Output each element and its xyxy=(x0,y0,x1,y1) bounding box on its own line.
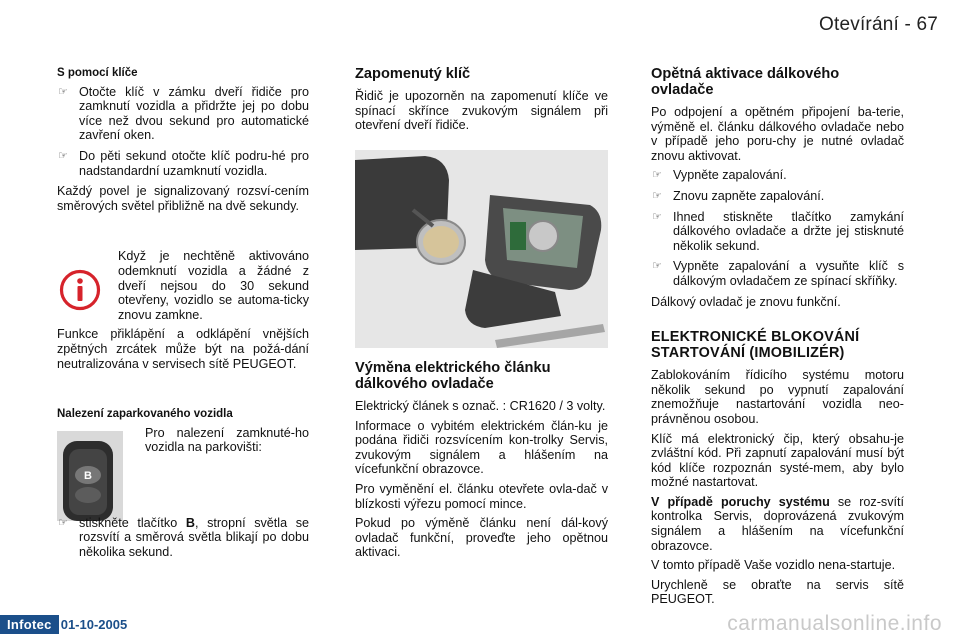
list-item: ☞ stiskněte tlačítko B, stropní světla se rozsvítí a směrová světla blikají po dobu několika sekund. xyxy=(58,515,310,560)
column-middle-battery xyxy=(355,360,608,565)
pointing-hand-icon: ☞ xyxy=(652,260,662,273)
key-bullets xyxy=(57,85,309,179)
list-item: ☞ Otočte klíč v zámku dveří řidiče pro zamknutí vozidla a přidržte jej po dobu více než dvou sekund pro automatické zavření oken. xyxy=(58,84,309,143)
info-note xyxy=(57,249,309,322)
immobilizer-fault-text: V případě poruchy systému se roz-svítí kontrolka Servis, doprovázená zvukovým signálem a hlášením na vícefunkční obrazovce. xyxy=(651,494,905,553)
column-right xyxy=(651,66,904,612)
list-item: ☞ Vypněte zapalování a vysuňte klíč s dálkovým ovladačem ze spínací skříňky. xyxy=(652,259,904,288)
forgotten-key-text: Řidič je upozorněn na zapomenutí klíče ve spínací skřínce zvukovým signálem při otevření dveří řidiče. xyxy=(355,89,608,133)
info-icon xyxy=(59,269,101,311)
footer xyxy=(0,615,127,634)
battery-title: Výměna elektrického článku dálkového ovladače xyxy=(355,360,551,392)
section-key-title: S pomocí klíče xyxy=(57,67,138,79)
reactivation-intro: Po odpojení a opětném připojení ba-terie, výměně el. článku dálkového ovladače nebo v případě jeho poru-chy je nutné ovladač znovu aktivovat. xyxy=(651,105,904,163)
immobilizer-title: ELEKTRONICKÉ BLOKOVÁNÍ STARTOVÁNÍ (IMOBILIZÉR) xyxy=(651,329,860,362)
battery-text: Informace o vybitém elektrickém člán-ku je podána řidiči rozsvícením kon-trolky Servis, zvukovým signálem a hlášením na vícefunkční obrazovce. xyxy=(355,418,608,477)
pointing-hand-icon: ☞ xyxy=(652,169,662,182)
immobilizer-text: Zablokováním řídicího systému motoru několik sekund po vypnutí zapalování znemožňuje nastartování vozidla neo-právněnou osobou. xyxy=(651,368,904,426)
locate-section xyxy=(57,407,309,560)
immobilizer-text: V tomto případě Vaše vozidlo nena-startuje. xyxy=(651,558,896,573)
pointing-hand-icon: ☞ xyxy=(58,149,68,162)
pointing-hand-icon: ☞ xyxy=(652,210,662,223)
page-title: Otevírání - 67 xyxy=(819,14,938,35)
locate-bullets xyxy=(57,516,309,560)
remote-battery-illustration xyxy=(355,150,608,348)
remote-button-b-icon xyxy=(57,431,123,521)
reactivation-steps xyxy=(651,168,904,288)
list-item: ☞ Do pěti sekund otočte klíč podru-hé pro nadstandardní uzamknutí vozidla. xyxy=(58,148,309,178)
list-item: ☞ Vypněte zapalování. xyxy=(652,168,787,183)
immobilizer-text: Klíč má elektronický čip, který obsahu-je zvláštní kód. Při zapnutí zapalování musí být kód klíče rozpoznán systé-mem, aby bylo možné nastartovat. xyxy=(651,431,904,490)
locate-intro: Pro nalezení zamknuté-ho vozidla na parkovišti: xyxy=(145,425,309,455)
forgotten-key-title: Zapomenutý klíč xyxy=(355,66,471,82)
list-item: ☞ Znovu zapněte zapalování. xyxy=(652,188,825,203)
locate-title: Nalezení zaparkovaného vozidla xyxy=(57,408,233,421)
reactivation-title: Opětná aktivace dálkového ovladače xyxy=(651,66,840,98)
list-item: ☞ Ihned stiskněte tlačítko zamykání dálkového ovladače a držte jej stisknuté několik sekund. xyxy=(652,209,904,253)
column-middle xyxy=(355,66,608,138)
reactivation-outro: Dálkový ovladač je znovu funkční. xyxy=(651,294,841,309)
svg-text:B: B xyxy=(84,470,92,483)
footer-date: 01-10-2005 xyxy=(60,617,128,632)
immobilizer-text: Urychleně se obraťte na servis sítě PEUGEOT. xyxy=(651,577,904,607)
key-signal-text: Každý povel je signalizovaný rozsví-cením směrových světel přibližně na dvě sekundy. xyxy=(57,184,309,213)
battery-text: Pro vyměnění el. článku otevřete ovla-dač v blízkosti výřezu pomocí mince. xyxy=(355,481,608,511)
watermark: carmanualsonline.info xyxy=(727,612,942,635)
pointing-hand-icon: ☞ xyxy=(58,85,68,98)
info-note-text: Když je nechtěně aktivováno odemknutí vozidla a žádné z dveří nejsou do 30 sekund otevřeny, vozidlo se automa-ticky znovu zamkne. xyxy=(118,249,309,322)
infotec-logo: Infotec xyxy=(0,615,59,634)
pointing-hand-icon: ☞ xyxy=(58,516,68,529)
mirror-text: Funkce přiklápění a odklápění vnějších zpětných zrcátek může být na požá-dání neutralizována v servisech sítě PEUGEOT. xyxy=(57,327,309,371)
column-left xyxy=(57,66,309,566)
battery-text: Elektrický článek s označ. : CR1620 / 3 volty. xyxy=(355,399,606,413)
pointing-hand-icon: ☞ xyxy=(652,189,662,202)
battery-text: Pokud po výměně článku není dál-kový ovladač funkční, proveďte jeho opětnou aktivaci. xyxy=(355,516,608,560)
